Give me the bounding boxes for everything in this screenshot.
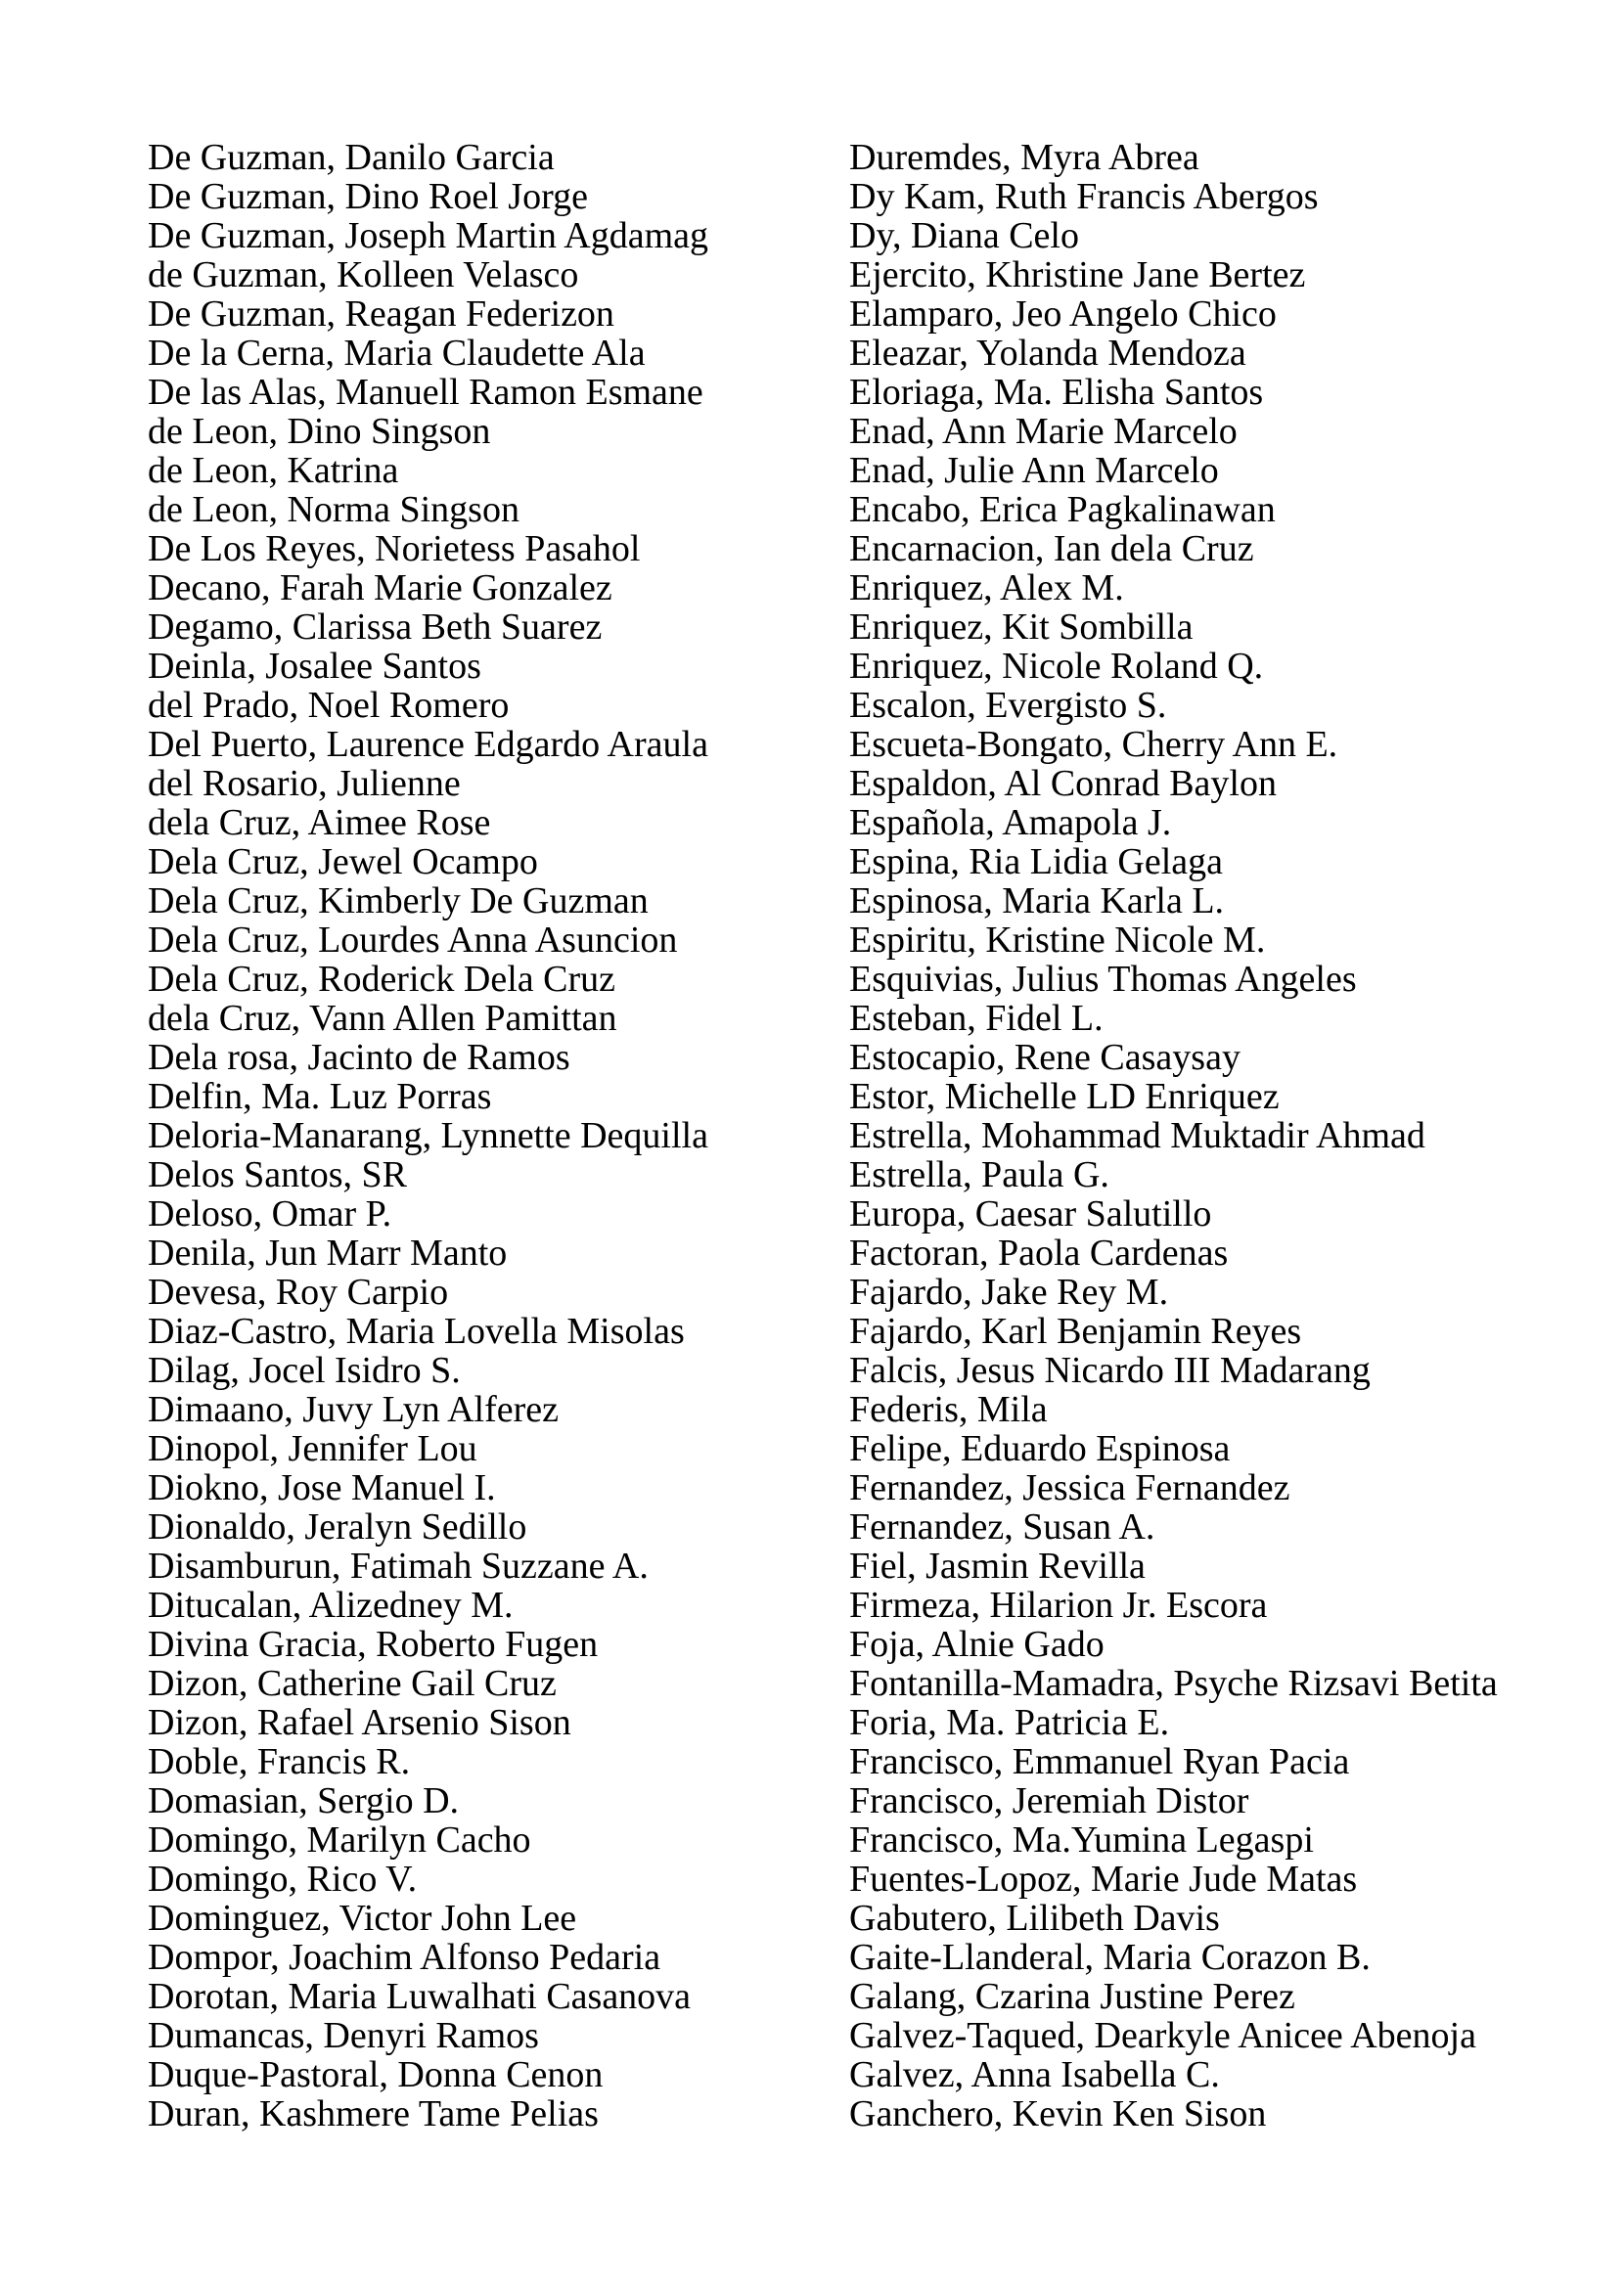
list-item: del Rosario, Julienne	[148, 763, 461, 804]
list-item: Ganchero, Kevin Ken Sison	[849, 2093, 1267, 2134]
list-item: Falcis, Jesus Nicardo III Madarang	[849, 1350, 1371, 1391]
name-column-left	[148, 138, 708, 2133]
list-item: Escueta-Bongato, Cherry Ann E.	[849, 724, 1338, 765]
list-item: Domingo, Rico V.	[148, 1859, 418, 1900]
list-item: Estocapio, Rene Casaysay	[849, 1037, 1241, 1078]
list-item: Ejercito, Khristine Jane Bertez	[849, 254, 1306, 295]
list-item: Domingo, Marilyn Cacho	[148, 1819, 531, 1861]
list-item: del Prado, Noel Romero	[148, 685, 510, 726]
list-item: Esquivias, Julius Thomas Angeles	[849, 959, 1357, 1000]
list-item: Fajardo, Karl Benjamin Reyes	[849, 1311, 1302, 1352]
list-item: dela Cruz, Vann Allen Pamittan	[148, 998, 617, 1039]
list-item: Estrella, Paula G.	[849, 1154, 1109, 1195]
list-item: Dominguez, Victor John Lee	[148, 1898, 577, 1939]
list-item: Domasian, Sergio D.	[148, 1780, 460, 1821]
list-item: De las Alas, Manuell Ramon Esmane	[148, 372, 703, 413]
list-item: Dela Cruz, Kimberly De Guzman	[148, 880, 649, 921]
list-item: Francisco, Ma.Yumina Legaspi	[849, 1819, 1314, 1861]
list-item: Gabutero, Lilibeth Davis	[849, 1898, 1220, 1939]
list-item: Esteban, Fidel L.	[849, 998, 1104, 1039]
list-item: Eloriaga, Ma. Elisha Santos	[849, 372, 1264, 413]
list-item: de Leon, Katrina	[148, 450, 399, 491]
list-item: Dy, Diana Celo	[849, 215, 1079, 256]
list-item: Del Puerto, Laurence Edgardo Araula	[148, 724, 708, 765]
list-item: Fajardo, Jake Rey M.	[849, 1272, 1169, 1313]
list-item: Dizon, Rafael Arsenio Sison	[148, 1702, 571, 1743]
list-item: Galang, Czarina Justine Perez	[849, 1976, 1295, 2017]
list-item: Dimaano, Juvy Lyn Alferez	[148, 1389, 560, 1430]
list-item: Dorotan, Maria Luwalhati Casanova	[148, 1976, 692, 2017]
list-item: Galvez, Anna Isabella C.	[849, 2054, 1220, 2095]
list-item: Espiritu, Kristine Nicole M.	[849, 920, 1266, 961]
list-item: Fuentes-Lopoz, Marie Jude Matas	[849, 1859, 1358, 1900]
list-item: Delfin, Ma. Luz Porras	[148, 1076, 492, 1117]
list-item: Estrella, Mohammad Muktadir Ahmad	[849, 1115, 1425, 1156]
list-item: Diokno, Jose Manuel I.	[148, 1467, 496, 1508]
list-item: De Guzman, Joseph Martin Agdamag	[148, 215, 709, 256]
list-item: Enad, Ann Marie Marcelo	[849, 411, 1238, 452]
list-item: Dela Cruz, Roderick Dela Cruz	[148, 959, 615, 1000]
list-item: Galvez-Taqued, Dearkyle Anicee Abenoja	[849, 2015, 1476, 2056]
list-item: Dela Cruz, Jewel Ocampo	[148, 841, 538, 882]
list-item: De Los Reyes, Norietess Pasahol	[148, 528, 641, 569]
list-item: Fontanilla-Mamadra, Psyche Rizsavi Betita	[849, 1663, 1498, 1704]
list-item: Española, Amapola J.	[849, 802, 1172, 843]
list-item: Foria, Ma. Patricia E.	[849, 1702, 1170, 1743]
list-item: Felipe, Eduardo Espinosa	[849, 1428, 1231, 1469]
list-item: Encabo, Erica Pagkalinawan	[849, 489, 1276, 530]
list-item: Doble, Francis R.	[148, 1741, 411, 1782]
list-item: Diaz-Castro, Maria Lovella Misolas	[148, 1311, 685, 1352]
list-item: Enad, Julie Ann Marcelo	[849, 450, 1219, 491]
list-item: Factoran, Paola Cardenas	[849, 1233, 1229, 1274]
list-item: Dompor, Joachim Alfonso Pedaria	[148, 1937, 661, 1978]
list-item: de Guzman, Kolleen Velasco	[148, 254, 579, 295]
list-item: Dela rosa, Jacinto de Ramos	[148, 1037, 570, 1078]
list-item: de Leon, Norma Singson	[148, 489, 519, 530]
list-item: Gaite-Llanderal, Maria Corazon B.	[849, 1937, 1371, 1978]
list-item: Duremdes, Myra Abrea	[849, 137, 1199, 178]
list-item: Disamburun, Fatimah Suzzane A.	[148, 1546, 649, 1587]
list-item: De Guzman, Dino Roel Jorge	[148, 176, 588, 217]
list-item: Ditucalan, Alizedney M.	[148, 1585, 514, 1626]
list-item: Dinopol, Jennifer Lou	[148, 1428, 477, 1469]
list-item: Encarnacion, Ian dela Cruz	[849, 528, 1254, 569]
list-item: Deloria-Manarang, Lynnette Dequilla	[148, 1115, 708, 1156]
list-item: Espaldon, Al Conrad Baylon	[849, 763, 1277, 804]
list-item: Deloso, Omar P.	[148, 1193, 392, 1234]
list-item: Federis, Mila	[849, 1389, 1048, 1430]
list-item: Dizon, Catherine Gail Cruz	[148, 1663, 557, 1704]
list-item: Dumancas, Denyri Ramos	[148, 2015, 539, 2056]
list-item: dela Cruz, Aimee Rose	[148, 802, 491, 843]
list-item: De la Cerna, Maria Claudette Ala	[148, 333, 646, 374]
list-item: Firmeza, Hilarion Jr. Escora	[849, 1585, 1268, 1626]
list-item: Decano, Farah Marie Gonzalez	[148, 567, 612, 608]
list-item: De Guzman, Danilo Garcia	[148, 137, 555, 178]
list-item: Estor, Michelle LD Enriquez	[849, 1076, 1280, 1117]
list-item: Divina Gracia, Roberto Fugen	[148, 1624, 599, 1665]
list-item: Elamparo, Jeo Angelo Chico	[849, 293, 1277, 335]
list-item: Enriquez, Nicole Roland Q.	[849, 646, 1264, 687]
list-item: Francisco, Jeremiah Distor	[849, 1780, 1249, 1821]
list-item: Eleazar, Yolanda Mendoza	[849, 333, 1246, 374]
list-item: Dela Cruz, Lourdes Anna Asuncion	[148, 920, 678, 961]
list-item: de Leon, Dino Singson	[148, 411, 491, 452]
list-item: Fernandez, Susan A.	[849, 1506, 1155, 1548]
list-item: Duran, Kashmere Tame Pelias	[148, 2093, 599, 2134]
list-item: Duque-Pastoral, Donna Cenon	[148, 2054, 604, 2095]
name-column-right	[849, 138, 1498, 2133]
list-item: Francisco, Emmanuel Ryan Pacia	[849, 1741, 1350, 1782]
list-item: Enriquez, Kit Sombilla	[849, 606, 1194, 648]
list-item: Espinosa, Maria Karla L.	[849, 880, 1225, 921]
list-item: Espina, Ria Lidia Gelaga	[849, 841, 1223, 882]
list-item: Fiel, Jasmin Revilla	[849, 1546, 1146, 1587]
list-item: Dy Kam, Ruth Francis Abergos	[849, 176, 1319, 217]
list-item: Dilag, Jocel Isidro S.	[148, 1350, 461, 1391]
list-item: De Guzman, Reagan Federizon	[148, 293, 614, 335]
list-item: Devesa, Roy Carpio	[148, 1272, 449, 1313]
list-item: Europa, Caesar Salutillo	[849, 1193, 1212, 1234]
list-item: Delos Santos, SR	[148, 1154, 407, 1195]
list-item: Dionaldo, Jeralyn Sedillo	[148, 1506, 527, 1548]
list-item: Denila, Jun Marr Manto	[148, 1233, 508, 1274]
list-item: Enriquez, Alex M.	[849, 567, 1124, 608]
list-item: Fernandez, Jessica Fernandez	[849, 1467, 1290, 1508]
list-item: Foja, Alnie Gado	[849, 1624, 1105, 1665]
list-item: Degamo, Clarissa Beth Suarez	[148, 606, 603, 648]
list-item: Escalon, Evergisto S.	[849, 685, 1167, 726]
list-item: Deinla, Josalee Santos	[148, 646, 481, 687]
